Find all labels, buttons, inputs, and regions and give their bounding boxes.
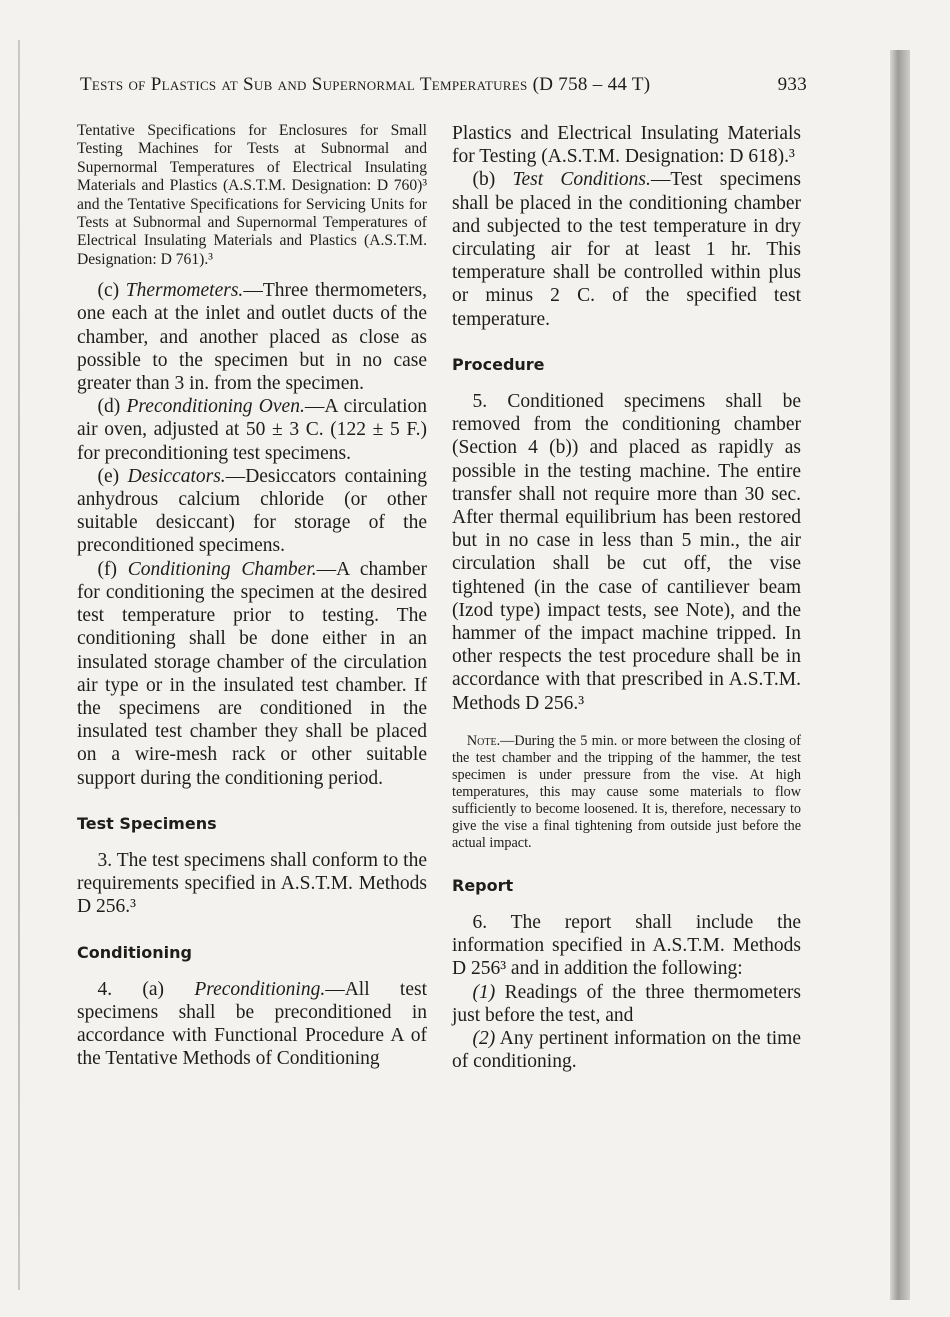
item-e-title: Desiccators. <box>127 465 226 487</box>
report-item-1-text: Readings of the three thermometers just before the test, and <box>452 981 801 1026</box>
section-4a-title: Preconditioning. <box>194 978 326 1000</box>
item-b-text: —Test specimens shall be placed in the conditioning chamber and subjected to the test temperature in dry circulating air for at least 1 hr. This temperature shall be controlled within plus or minus 2 C. of the specified test temperature. <box>452 169 801 330</box>
report-item-2-label: (2) <box>472 1028 496 1050</box>
report-item-2 <box>452 1027 801 1073</box>
item-d-title: Preconditioning Oven. <box>126 396 305 418</box>
section-4a-lead: 4. (a) <box>97 978 165 1000</box>
continued-paragraph: Plastics and Electrical Insulating Materials for Testing (A.S.T.M. Designation: D 618).³ <box>452 123 801 168</box>
page-number: 933 <box>777 74 807 95</box>
running-header <box>80 74 807 96</box>
running-title: Tests of Plastics at Sub and Supernormal Temperatures (D 758 – 44 T) <box>80 74 651 95</box>
item-f-conditioning-chamber <box>77 558 427 790</box>
item-f-text: —A chamber for conditioning the specimen at the desired test temperature prior to testing. The conditioning shall be done either in an insulated storage chamber of the circulation air type or in the insulated test chamber. If the specimens are conditioned in the insulated test chamber they shall be placed on a wire-mesh rack or other suitable support during the conditioning period. <box>77 558 427 789</box>
item-d-label: (d) <box>97 396 121 418</box>
item-c-text: —Three thermometers, one each at the inlet and outlet ducts of the chamber, and another placed as close as possible to the specimen but in no case greater than 3 in. from the specimen. <box>77 280 427 395</box>
item-c-title: Thermometers. <box>125 280 244 302</box>
section-4a <box>77 978 427 1071</box>
page-edge-left <box>18 40 20 1290</box>
right-column <box>452 122 801 1074</box>
heading-conditioning: Conditioning <box>77 942 192 962</box>
item-f-title: Conditioning Chamber. <box>127 558 317 580</box>
section-3: 3. The test specimens shall conform to the requirements specified in A.S.T.M. Methods D 256.³ <box>77 849 427 918</box>
item-e-text: —Desiccators containing anhydrous calcium chloride (or other suitable desiccant) for storage of the preconditioned specimens. <box>77 465 427 557</box>
item-b-title: Test Conditions. <box>512 169 651 191</box>
section-5: 5. Conditioned specimens shall be removed from the conditioning chamber (Section 4 (b)) and placed as rapidly as possible in the testing machine. The entire transfer shall not require more than 30 sec. After thermal equilibrium has been restored but in no case in less than 5 min., the air circulation shall be cut off, the vise tightened (in the case of cantiliever beam (Izod type) impact tests, see Note), and the hammer of the impact machine tripped. In other respects the test procedure shall be in accordance with that prescribed in A.S.T.M. Methods D 256.³ <box>452 391 801 714</box>
heading-report: Report <box>452 875 514 895</box>
heading-procedure: Procedure <box>452 354 545 374</box>
note-paragraph <box>452 733 801 852</box>
item-b-test-conditions <box>452 168 801 330</box>
item-e-label: (e) <box>97 465 120 487</box>
intro-paragraph: Tentative Specifications for Enclosures for Small Testing Machines for Tests at Subnormal and Supernormal Temperatures of Electrical Insulating Materials and Plastics (A.S.T.M. Designation: D 760)³ and the Tentative Specifications for Servicing Units for Tests at Subnormal and Supernormal Temperatures of Electrical Insulating Materials and Plastics (A.S.T.M. Designation: D 761).³ <box>77 122 427 268</box>
section-6: 6. The report shall include the information specified in A.S.T.M. Methods D 256³ and in addition the following: <box>452 912 801 980</box>
left-column <box>77 122 427 1071</box>
item-c-thermometers <box>77 279 427 395</box>
heading-test-specimens: Test Specimens <box>77 813 217 833</box>
item-c-label: (c) <box>97 280 120 302</box>
note-label: Note. <box>466 732 501 749</box>
item-e-desiccators <box>77 465 427 558</box>
report-item-2-text: Any pertinent information on the time of conditioning. <box>452 1028 801 1073</box>
report-item-1 <box>452 981 801 1027</box>
note-text: —During the 5 min. or more between the closing of the test chamber and the tripping of the hammer, the test specimen is under pressure from the vise. At high temperatures, this may cause some materials to flow sufficiently to become loosened. It is, therefore, necessary to give the vise a final tightening from outside just before the actual impact. <box>452 732 801 851</box>
item-b-label: (b) <box>472 169 496 191</box>
item-d-text: —A circulation air oven, adjusted at 50 ± 3 C. (122 ± 5 F.) for preconditioning test specimens. <box>77 396 428 464</box>
report-item-1-label: (1) <box>472 981 496 1003</box>
item-d-preconditioning-oven <box>77 395 427 465</box>
item-f-label: (f) <box>97 558 117 580</box>
section-4a-text: —All test specimens shall be preconditioned in accordance with Functional Procedure A of the Tentative Methods of Conditioning <box>77 978 428 1070</box>
page-edge-right <box>890 50 910 1300</box>
